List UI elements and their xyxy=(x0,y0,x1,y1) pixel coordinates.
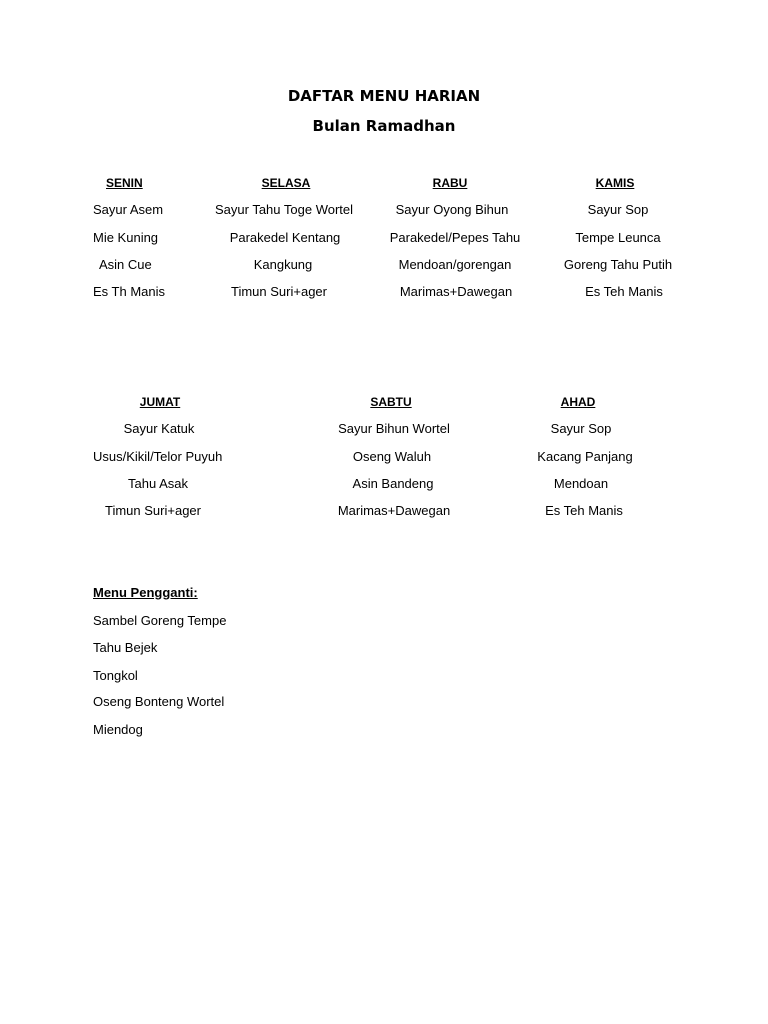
menu-item: Timun Suri+ager xyxy=(231,284,327,299)
menu-item: Parakedel Kentang xyxy=(229,230,341,245)
menu-item: Sayur Sop xyxy=(587,202,649,217)
menu-item: Sayur Tahu Toge Wortel xyxy=(214,202,354,217)
menu-item: Sayur Sop xyxy=(550,421,612,436)
menu-item: Sayur Bihun Wortel xyxy=(338,421,450,436)
menu-item: Asin Bandeng xyxy=(352,476,434,491)
menu-item: Sayur Oyong Bihun xyxy=(395,202,509,217)
day-header-sabtu: SABTU xyxy=(370,395,412,409)
substitute-item: Miendog xyxy=(93,722,143,737)
substitute-item: Sambel Goreng Tempe xyxy=(93,613,227,628)
day-header-selasa: SELASA xyxy=(261,176,311,190)
menu-item: Kangkung xyxy=(253,257,313,272)
document-subtitle: Bulan Ramadhan xyxy=(312,117,456,135)
substitute-item: Oseng Bonteng Wortel xyxy=(93,694,225,709)
menu-item: Mendoan/gorengan xyxy=(398,257,512,272)
menu-item: Es Teh Manis xyxy=(585,284,663,299)
menu-item: Marimas+Dawegan xyxy=(337,503,451,518)
day-header-kamis: KAMIS xyxy=(595,176,635,190)
menu-item: Sayur Asem xyxy=(93,202,164,217)
menu-item: Parakedel/Pepes Tahu xyxy=(389,230,521,245)
menu-item: Tempe Leunca xyxy=(575,230,661,245)
day-header-rabu: RABU xyxy=(432,176,468,190)
menu-item: Marimas+Dawegan xyxy=(399,284,513,299)
menu-item: Mendoan xyxy=(553,476,609,491)
menu-item: Timun Suri+ager xyxy=(105,503,201,518)
substitute-item: Tahu Bejek xyxy=(93,640,158,655)
substitute-menu-heading: Menu Pengganti: xyxy=(93,585,198,600)
menu-item: Es Teh Manis xyxy=(545,503,623,518)
menu-item: Goreng Tahu Putih xyxy=(563,257,673,272)
day-header-senin: SENIN xyxy=(106,176,143,190)
substitute-item: Tongkol xyxy=(93,668,138,683)
menu-item: Sayur Katuk xyxy=(123,421,195,436)
day-header-ahad: AHAD xyxy=(560,395,596,409)
menu-item: Asin Cue xyxy=(99,257,152,272)
menu-item: Usus/Kikil/Telor Puyuh xyxy=(93,449,223,464)
document-title: DAFTAR MENU HARIAN xyxy=(287,87,481,105)
menu-item: Tahu Asak xyxy=(128,476,188,491)
menu-item: Es Th Manis xyxy=(93,284,166,299)
menu-item: Mie Kuning xyxy=(93,230,159,245)
day-header-jumat: JUMAT xyxy=(139,395,181,409)
menu-item: Oseng Waluh xyxy=(352,449,432,464)
menu-item: Kacang Panjang xyxy=(537,449,633,464)
